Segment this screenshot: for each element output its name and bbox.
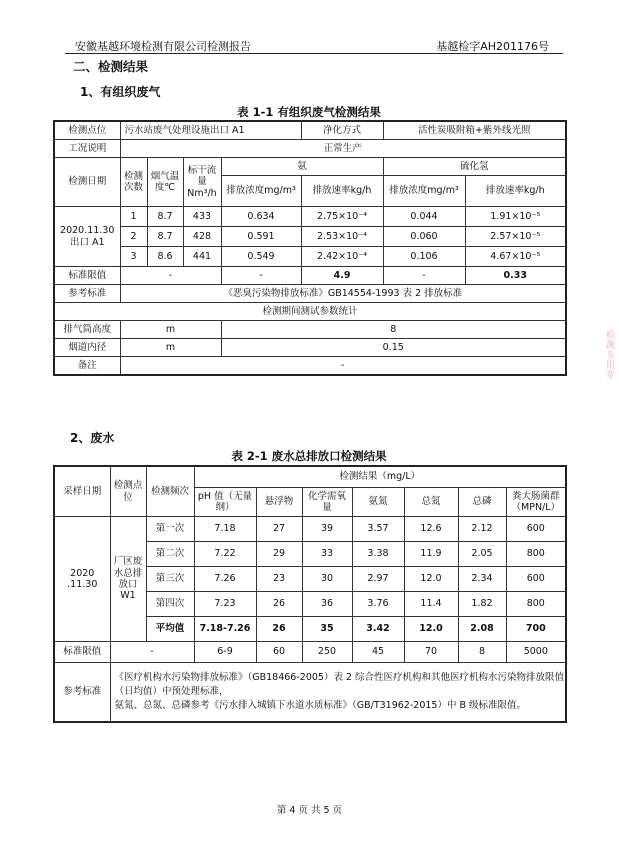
cell: 7.23 xyxy=(194,592,256,617)
limit-cell: 45 xyxy=(352,642,404,663)
note-value: - xyxy=(120,357,566,376)
point-value: 污水站废气处理设施出口 A1 xyxy=(120,121,301,140)
avg-cell: 35 xyxy=(302,617,352,642)
nh3-conc-header: 排放浓度mg/m³ xyxy=(221,176,301,207)
ammonia-header: 氨 xyxy=(221,158,383,176)
cell: 2.05 xyxy=(458,542,506,567)
condition-value: 正常生产 xyxy=(120,140,566,158)
subsection-water: 2、废水 xyxy=(70,431,115,445)
row-h2s-rate: 1.91×10⁻⁵ xyxy=(465,207,566,227)
col-cod: 化学需氧量 xyxy=(302,488,352,517)
condition-label: 工况说明 xyxy=(54,140,120,158)
page-number: 第 4 页 共 5 页 xyxy=(276,805,343,816)
cell: 3.38 xyxy=(352,542,404,567)
temp-label: 烟气温度℃ xyxy=(147,158,183,207)
nh3-conc-limit-dash: - xyxy=(221,267,301,285)
limit-cell: 8 xyxy=(458,642,506,663)
row-freq: 第四次 xyxy=(146,592,194,617)
row-h2s-rate: 2.57×10⁻⁵ xyxy=(465,227,566,247)
limit-row xyxy=(54,642,566,663)
col-tn: 总氮 xyxy=(404,488,458,517)
h2s-rate-limit: 0.33 xyxy=(465,267,566,285)
row-nh3-rate: 2.75×10⁻⁴ xyxy=(301,207,383,227)
limit-cell: 60 xyxy=(256,642,302,663)
table2-caption: 表 2-1 废水总排放口检测结果 xyxy=(231,449,387,463)
col-coliform: 粪大肠菌群（MPN/L） xyxy=(506,488,566,517)
avg-cell: 26 xyxy=(256,617,302,642)
row-nh3-conc: 0.549 xyxy=(221,247,301,267)
cell: 33 xyxy=(302,542,352,567)
limit-cell: 6-9 xyxy=(194,642,256,663)
table-row xyxy=(54,207,566,227)
point-label: 检测点位 xyxy=(54,121,120,140)
diameter-label: 烟道内径 xyxy=(54,339,120,357)
h2s-rate-header: 排放速率kg/h xyxy=(465,176,566,207)
cell: 11.9 xyxy=(404,542,458,567)
row-nh3-conc: 0.634 xyxy=(221,207,301,227)
result-header: 检测结果（mg/L） xyxy=(194,466,566,488)
row-count: 1 xyxy=(120,207,147,227)
cell: 600 xyxy=(506,567,566,592)
row-count: 3 xyxy=(120,247,147,267)
avg-cell: 7.18-7.26 xyxy=(194,617,256,642)
avg-cell: 3.42 xyxy=(352,617,404,642)
height-unit: m xyxy=(120,321,221,339)
seal-stamp-fragment: 检测专用章 xyxy=(604,330,614,380)
point-label: 检测点位 xyxy=(110,466,146,517)
nh3-rate-limit: 4.9 xyxy=(301,267,383,285)
row-h2s-conc: 0.060 xyxy=(383,227,465,247)
freq-label: 检测频次 xyxy=(146,466,194,517)
row-temp: 8.7 xyxy=(147,207,183,227)
col-ph: pH 值（无量纲） xyxy=(194,488,256,517)
method-label: 净化方式 xyxy=(301,121,383,140)
cell: 36 xyxy=(302,592,352,617)
row-h2s-rate: 4.67×10⁻⁵ xyxy=(465,247,566,267)
cell: 2.97 xyxy=(352,567,404,592)
ref-line-2: 氨氮、总氮、总磷参考《污水排入城镇下水道水质标准》（GB/T31962-2015）中 B 级标准限值。 xyxy=(114,699,527,711)
cell: 7.26 xyxy=(194,567,256,592)
stats-header: 检测期间测试参数统计 xyxy=(54,303,566,321)
row-temp: 8.7 xyxy=(147,227,183,247)
cell: 27 xyxy=(256,517,302,542)
cell: 7.18 xyxy=(194,517,256,542)
row-temp: 8.6 xyxy=(147,247,183,267)
table1-caption: 表 1-1 有组织废气检测结果 xyxy=(237,105,381,119)
sample-date-label: 采样日期 xyxy=(54,466,110,517)
row-flow: 433 xyxy=(183,207,221,227)
method-value: 活性炭吸附箱+紫外线光照 xyxy=(383,121,566,140)
h2s-conc-header: 排放浓度mg/m³ xyxy=(383,176,465,207)
avg-cell: 12.0 xyxy=(404,617,458,642)
h2s-conc-limit-dash: - xyxy=(383,267,465,285)
col-ss: 悬浮物 xyxy=(256,488,302,517)
cell: 2.34 xyxy=(458,567,506,592)
row-nh3-conc: 0.591 xyxy=(221,227,301,247)
table-row xyxy=(54,227,566,247)
subsection-gas: 1、有组织废气 xyxy=(80,85,161,99)
cell: 1.82 xyxy=(458,592,506,617)
header-divider xyxy=(65,53,563,54)
nh3-rate-header: 排放速率kg/h xyxy=(301,176,383,207)
cell: 800 xyxy=(506,542,566,567)
ref-line-1: 《医疗机构水污染物排放标准》（GB18466-2005）表 2 综合性医疗机构和其他医疗机构水污染物排放限值（日均值）中预处理标准， xyxy=(114,672,565,698)
point-value: 厂区废水总排放口W1 xyxy=(110,517,146,642)
height-label: 排气筒高度 xyxy=(54,321,120,339)
col-nh3n: 氨氮 xyxy=(352,488,404,517)
flow-label: 标干流量Nm³/h xyxy=(183,158,221,207)
row-flow: 441 xyxy=(183,247,221,267)
count-label: 检测次数 xyxy=(120,158,147,207)
row-freq: 第一次 xyxy=(146,517,194,542)
note-label: 备注 xyxy=(54,357,120,376)
h2s-header: 硫化氢 xyxy=(383,158,566,176)
diameter-value: 0.15 xyxy=(221,339,566,357)
ref-value xyxy=(110,663,566,723)
ref-label: 参考标准 xyxy=(54,285,120,303)
cell: 12.6 xyxy=(404,517,458,542)
date-value: 2020.11.30 出口 A1 xyxy=(54,207,120,267)
row-freq: 第二次 xyxy=(146,542,194,567)
avg-label: 平均值 xyxy=(146,617,194,642)
cell: 7.22 xyxy=(194,542,256,567)
cell: 12.0 xyxy=(404,567,458,592)
height-value: 8 xyxy=(221,321,566,339)
company-header: 安徽基越环境检测有限公司检测报告 xyxy=(75,40,251,53)
row-count: 2 xyxy=(120,227,147,247)
avg-cell: 2.08 xyxy=(458,617,506,642)
limit-cell: 70 xyxy=(404,642,458,663)
limit-label: 标准限值 xyxy=(54,267,120,285)
limit-dash: - xyxy=(120,267,221,285)
cell: 29 xyxy=(256,542,302,567)
limit-cell: 5000 xyxy=(506,642,566,663)
date-label: 检测日期 xyxy=(54,158,120,207)
wastewater-results-table xyxy=(53,465,567,723)
table-row xyxy=(54,517,566,542)
cell: 26 xyxy=(256,592,302,617)
row-nh3-rate: 2.53×10⁻⁴ xyxy=(301,227,383,247)
limit-cell: 250 xyxy=(302,642,352,663)
cell: 3.76 xyxy=(352,592,404,617)
cell: 2.12 xyxy=(458,517,506,542)
row-h2s-conc: 0.044 xyxy=(383,207,465,227)
gas-results-table xyxy=(53,120,567,376)
limit-label: 标准限值 xyxy=(54,642,110,663)
cell: 23 xyxy=(256,567,302,592)
cell: 30 xyxy=(302,567,352,592)
ref-label: 参考标准 xyxy=(54,663,110,723)
avg-cell: 700 xyxy=(506,617,566,642)
limit-dash: - xyxy=(110,642,194,663)
col-tp: 总磷 xyxy=(458,488,506,517)
cell: 11.4 xyxy=(404,592,458,617)
row-freq: 第三次 xyxy=(146,567,194,592)
section-title: 二、检测结果 xyxy=(73,59,149,74)
report-number: 基越检字AH201176号 xyxy=(436,40,549,53)
diameter-unit: m xyxy=(120,339,221,357)
cell: 600 xyxy=(506,517,566,542)
sample-date-value: 2020 .11.30 xyxy=(54,517,110,642)
table-row xyxy=(54,247,566,267)
cell: 800 xyxy=(506,592,566,617)
cell: 39 xyxy=(302,517,352,542)
row-nh3-rate: 2.42×10⁻⁴ xyxy=(301,247,383,267)
row-flow: 428 xyxy=(183,227,221,247)
row-h2s-conc: 0.106 xyxy=(383,247,465,267)
ref-value: 《恶臭污染物排放标准》GB14554-1993 表 2 排放标准 xyxy=(120,285,566,303)
cell: 3.57 xyxy=(352,517,404,542)
